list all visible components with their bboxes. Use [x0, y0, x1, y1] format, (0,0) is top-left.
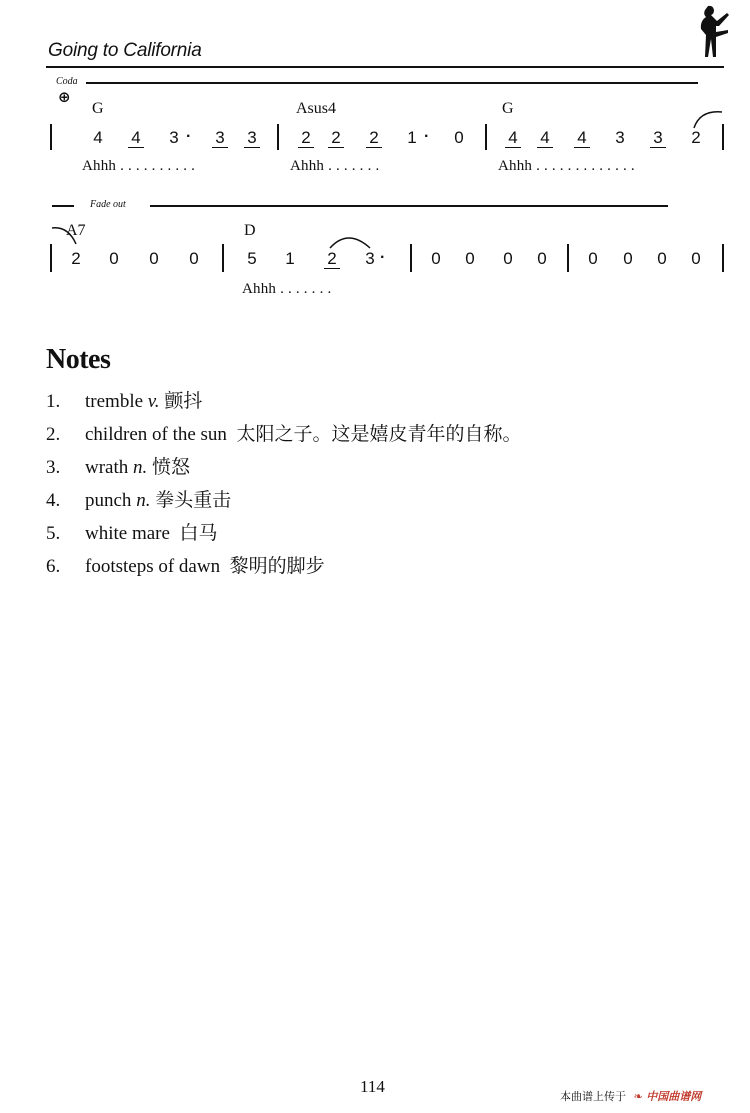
note: 2 — [298, 128, 314, 148]
note-pos: n. — [133, 457, 148, 478]
note-term: wrath — [85, 457, 134, 478]
note: 0 — [537, 249, 547, 268]
note: 2 — [691, 128, 701, 147]
note: 3 — [244, 128, 260, 148]
dot: · — [380, 249, 386, 266]
note: 2 — [71, 249, 81, 268]
fade-out-label: Fade out — [90, 199, 126, 210]
note: 0 — [189, 249, 199, 268]
note-term: tremble — [85, 391, 148, 412]
note-item — [46, 551, 325, 578]
note: 0 — [657, 249, 667, 268]
barline — [722, 244, 724, 272]
note: 5 — [247, 249, 257, 268]
barline — [277, 124, 279, 150]
page-number: 114 — [360, 1077, 385, 1096]
note-term: children of the sun — [85, 424, 227, 445]
chord-g-1: G — [92, 100, 104, 117]
notes-heading: Notes — [46, 344, 111, 375]
note: 0 — [503, 249, 513, 268]
dot: · — [424, 128, 430, 145]
note: 2 — [366, 128, 382, 148]
note-term: white mare — [85, 523, 170, 544]
note: 0 — [454, 128, 464, 147]
note-number: 4. — [46, 490, 61, 511]
note-number: 1. — [46, 391, 61, 412]
note-item — [46, 386, 202, 413]
note: 0 — [149, 249, 159, 268]
note-gloss: 颤抖 — [159, 391, 203, 412]
site-logo-icon: ❧ — [633, 1090, 643, 1103]
note-gloss: 太阳之子。这是嬉皮青年的自称。 — [226, 424, 522, 445]
barline — [50, 244, 52, 272]
note: 2 — [328, 128, 344, 148]
header-rule — [46, 66, 724, 68]
barline — [410, 244, 412, 272]
note-number: 6. — [46, 556, 61, 577]
tie-arc — [326, 232, 374, 250]
coda-symbol-icon: ⊕ — [58, 88, 71, 106]
barline — [50, 124, 52, 150]
note: 2 — [324, 249, 340, 269]
note-term: punch — [85, 490, 137, 511]
source-credit — [560, 1088, 701, 1104]
note: 3 — [212, 128, 228, 148]
running-header-title: Going to California — [48, 40, 202, 61]
chord-g-2: G — [502, 100, 514, 117]
note: 3 — [169, 128, 179, 147]
chord-asus4: Asus4 — [296, 100, 337, 117]
note-number: 2. — [46, 424, 61, 445]
note: 4 — [93, 128, 103, 147]
note: 4 — [574, 128, 590, 148]
barline — [722, 124, 724, 150]
barline — [222, 244, 224, 272]
note: 0 — [109, 249, 119, 268]
barline — [485, 124, 487, 150]
fade-rule-right — [150, 205, 668, 207]
note-number: 5. — [46, 523, 61, 544]
note: 4 — [505, 128, 521, 148]
barline — [567, 244, 569, 272]
note-item — [46, 452, 190, 479]
note: 0 — [623, 249, 633, 268]
note: 3 — [365, 249, 375, 268]
note: 1 — [285, 249, 295, 268]
note: 0 — [431, 249, 441, 268]
note: 3 — [650, 128, 666, 148]
chord-a7: A7 — [66, 222, 86, 239]
fade-rule-left — [52, 205, 74, 207]
note-pos: n. — [136, 490, 151, 511]
note-gloss: 白马 — [169, 523, 218, 544]
lyric: Ahhh . . . . . . . — [242, 281, 332, 297]
note: 3 — [615, 128, 625, 147]
note-item — [46, 518, 217, 545]
lyric: Ahhh . . . . . . . . . . — [82, 158, 196, 174]
guitarist-silhouette-icon — [688, 4, 732, 62]
note-item — [46, 419, 521, 446]
source-text: 本曲谱上传于 — [560, 1090, 626, 1103]
note-gloss: 愤怒 — [147, 457, 191, 478]
lyric: Ahhh . . . . . . . — [290, 158, 380, 174]
tie-arc — [690, 108, 726, 130]
note: 0 — [691, 249, 701, 268]
note: 0 — [465, 249, 475, 268]
note-term: footsteps of dawn — [85, 556, 221, 577]
note: 1 — [407, 128, 417, 147]
note-gloss: 拳头重击 — [150, 490, 232, 511]
note-pos: v. — [147, 391, 160, 412]
note-gloss: 黎明的脚步 — [220, 556, 325, 577]
note: 4 — [128, 128, 144, 148]
chord-d: D — [244, 222, 256, 239]
note: 4 — [537, 128, 553, 148]
coda-label: Coda — [56, 76, 78, 87]
site-name: 中国曲谱网 — [646, 1090, 702, 1103]
lyric: Ahhh . . . . . . . . . . . . . — [498, 158, 635, 174]
note-number: 3. — [46, 457, 61, 478]
coda-rule — [86, 82, 698, 84]
dot: · — [186, 128, 192, 145]
note: 0 — [588, 249, 598, 268]
note-item — [46, 485, 231, 512]
